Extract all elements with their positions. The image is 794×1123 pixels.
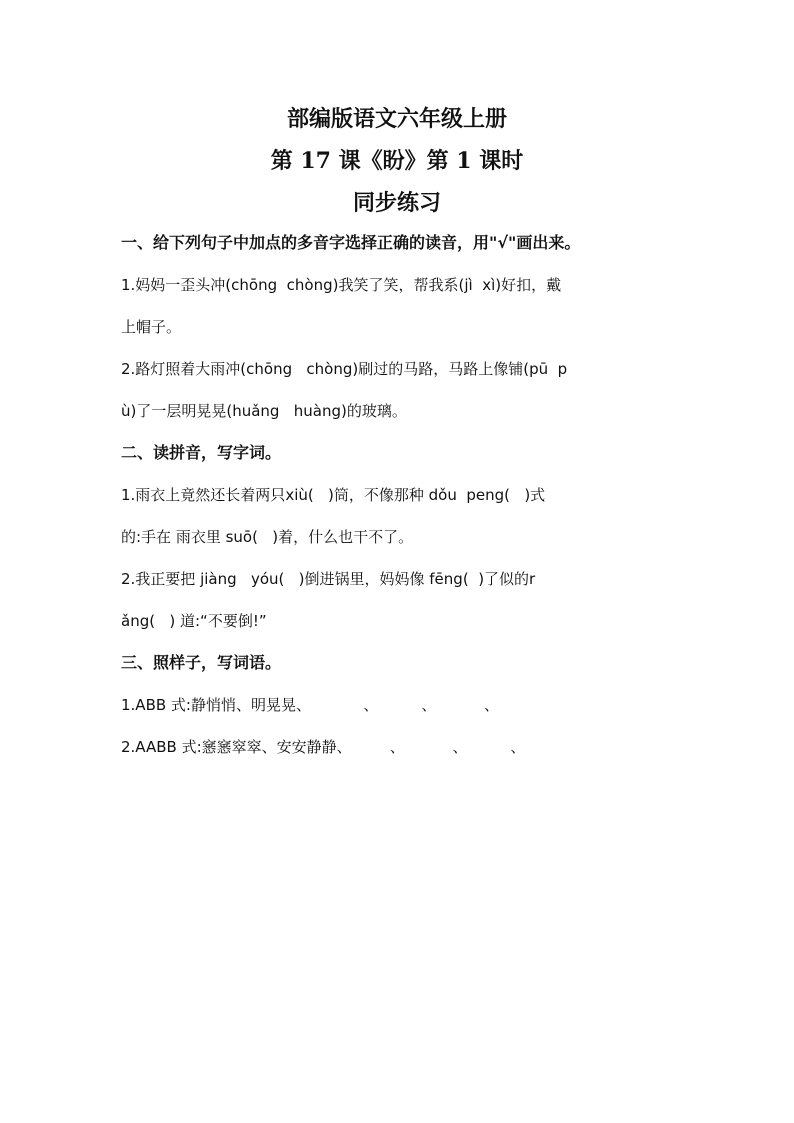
section-2-question-1-line-1: 1.雨衣上竟然还长着两只xiù( )筒，不像那种 dǒu peng( )式 (121, 486, 546, 504)
section-1-question-1-line-1: 1.妈妈一歪头冲(chōng chòng)我笑了笑，帮我系(jì xì)好扣，戴 (121, 276, 562, 294)
section-3-question-2: 2.AABB 式:窸窸窣窣、安安静静、 、 、 、 (121, 738, 526, 756)
section-1-heading: 一、给下列句子中加点的多音字选择正确的读音，用"√"画出来。 (121, 233, 581, 252)
lesson-title: 第 17 课《盼》第 1 课时 (270, 148, 524, 174)
main-title: 部编版语文六年级上册 (286, 106, 507, 132)
exercise-type-title: 同步练习 (352, 190, 441, 216)
section-2-question-2-line-1: 2.我正要把 jiàng yóu( )倒进锅里，妈妈像 fēng( )了似的r (121, 570, 536, 588)
section-3-question-1: 1.ABB 式:静悄悄、明晃晃、 、 、 、 (121, 696, 500, 714)
section-1-question-1-line-2: 上帽子。 (121, 318, 182, 336)
section-2-question-2-line-2: ǎng( ) 道:“不要倒!” (121, 612, 267, 630)
section-1-question-2-line-1: 2.路灯照着大雨冲(chōng chòng)刷过的马路，马路上像铺(pū p (121, 360, 568, 378)
section-2-heading: 二、读拼音，写字词。 (121, 443, 282, 462)
section-2-question-1-line-2: 的:手在 雨衣里 suō( )着，什么也干不了。 (121, 528, 414, 546)
section-1-question-2-line-2: ù)了一层明晃晃(huǎng huàng)的玻璃。 (121, 402, 407, 420)
section-3-heading: 三、照样子，写词语。 (121, 653, 282, 672)
